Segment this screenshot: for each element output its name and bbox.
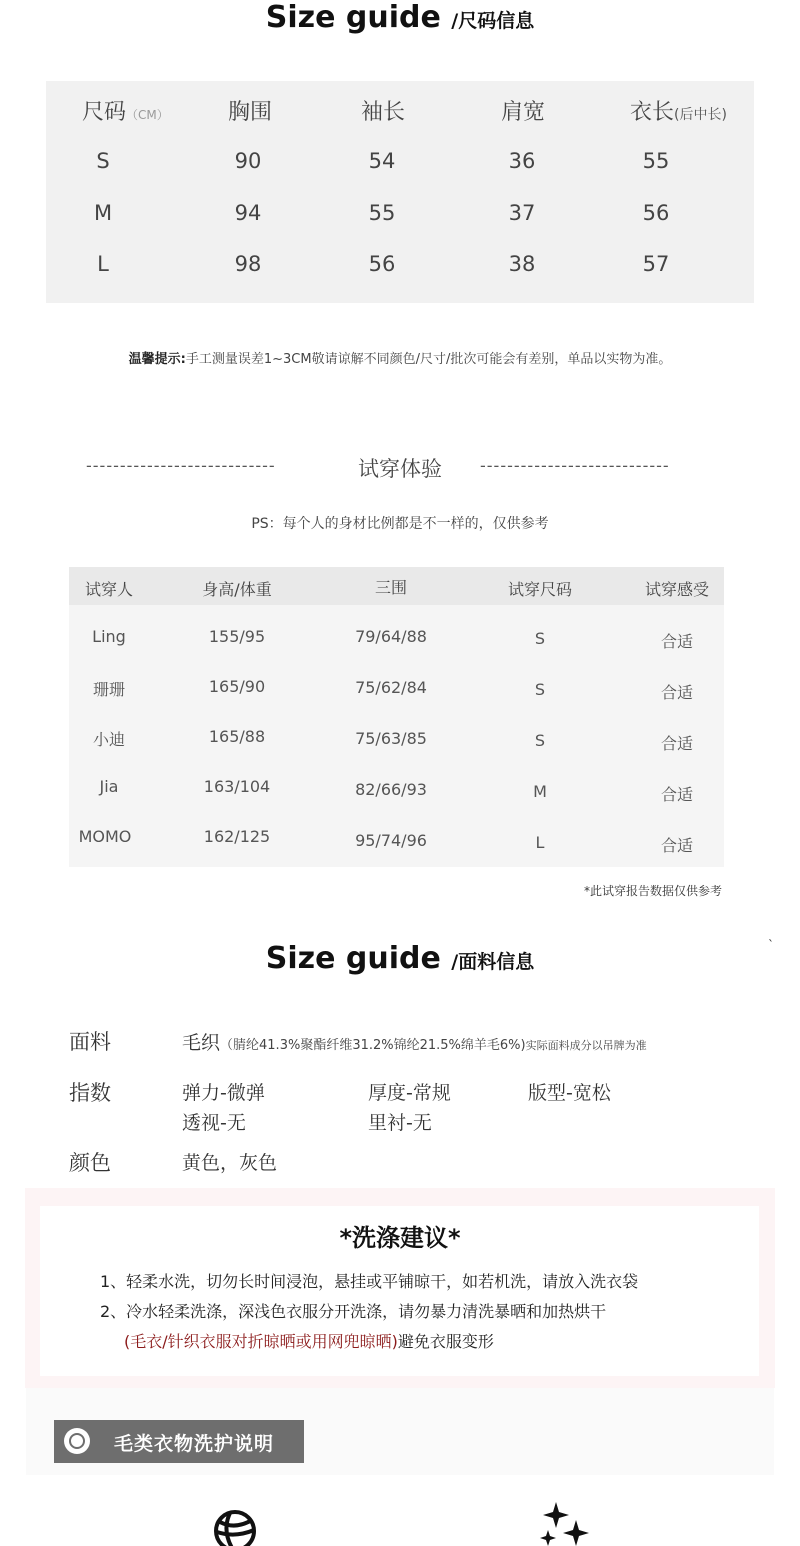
- wool-care-icons: [26, 1475, 774, 1546]
- try-cell: Ling: [92, 627, 126, 646]
- try-cell: 165/90: [208, 677, 266, 696]
- try-cell: 162/125: [203, 827, 271, 846]
- fabric-title-text: Size guide: [265, 941, 441, 976]
- size-guide-subtitle: /尺码信息: [451, 10, 535, 32]
- size-cell: 56: [368, 252, 396, 276]
- try-header: 三围: [374, 578, 407, 597]
- try-cell: MOMO: [78, 827, 132, 846]
- try-on-ps: PS：每个人的身材比例都是不一样的，仅供参考: [251, 516, 549, 532]
- size-cell: 55: [368, 201, 396, 225]
- index-lining: 里衬-无: [368, 1112, 432, 1134]
- try-cell: S: [534, 731, 546, 750]
- wool-care-banner: [54, 1420, 304, 1463]
- divider-right: ----------------------------: [480, 456, 670, 475]
- try-cell: 珊珊: [92, 680, 125, 699]
- tip-text: 手工测量误差1~3CM敬请谅解不同颜色/尺寸/批次可能会有差别，单品以实物为准。: [185, 352, 672, 367]
- fabric-subtitle: /面料信息: [451, 951, 535, 973]
- try-cell: S: [534, 629, 546, 648]
- wash-line-2: 2、冷水轻柔洗涤，深浅色衣服分开洗涤，请勿暴力清洗暴晒和加热烘干: [100, 1302, 607, 1321]
- wash-title: *洗涤建议*: [339, 1224, 461, 1252]
- try-cell: 合适: [660, 683, 693, 702]
- material-detail: （腈纶41.3%聚酯纤维31.2%锦纶21.5%绵羊毛6%): [220, 1038, 526, 1053]
- wash-line-1: 1、轻柔水洗，切勿长时间浸泡，悬挂或平铺晾干，如若机洗，请放入洗衣袋: [100, 1272, 639, 1291]
- sparkle-icon: [540, 1500, 594, 1546]
- material-value: 毛织: [182, 1032, 221, 1054]
- size-header-shoulder: 肩宽: [501, 100, 546, 125]
- material-row: [182, 1028, 647, 1055]
- try-cell: L: [535, 833, 545, 852]
- measurement-tip: [0, 348, 800, 367]
- try-cell: 合适: [660, 734, 693, 753]
- try-cell: 75/62/84: [355, 678, 427, 697]
- try-cell: 合适: [660, 632, 693, 651]
- wool-badge-icon: [64, 1428, 90, 1454]
- wash-line-3: [124, 1329, 494, 1352]
- divider-left: ----------------------------: [86, 456, 276, 475]
- size-header-label: 衣长: [630, 100, 675, 125]
- size-cell: L: [97, 252, 109, 276]
- try-cell: Jia: [99, 777, 119, 796]
- try-on-table: [69, 567, 724, 867]
- yarn-ball-icon: [212, 1508, 258, 1546]
- try-header: 试穿尺码: [507, 580, 572, 599]
- stray-mark: `: [768, 938, 774, 952]
- try-header: 身高/体重: [202, 580, 272, 599]
- fabric-title: [0, 941, 800, 976]
- try-cell: 82/66/93: [355, 780, 427, 799]
- try-cell: 165/88: [208, 727, 266, 746]
- index-label: 指数: [69, 1081, 111, 1105]
- size-cell: 56: [642, 201, 670, 225]
- size-cell: 37: [508, 201, 536, 225]
- size-guide-title-text: Size guide: [265, 0, 441, 35]
- wash-line-3-rest: 避免衣服变形: [397, 1332, 494, 1351]
- size-header-label: 尺码: [82, 100, 127, 125]
- size-header-size: [82, 95, 169, 126]
- try-on-footnote: *此试穿报告数据仅供参考: [583, 884, 722, 898]
- try-header: 试穿感受: [644, 580, 709, 599]
- try-cell: M: [533, 782, 547, 801]
- size-cell: 94: [234, 201, 262, 225]
- try-cell: 合适: [660, 785, 693, 804]
- try-cell: 合适: [660, 836, 693, 855]
- color-label: 颜色: [69, 1151, 111, 1175]
- material-label: 面料: [69, 1030, 111, 1054]
- color-value: 黄色，灰色: [182, 1152, 278, 1174]
- try-cell: 155/95: [208, 627, 266, 646]
- try-cell: 75/63/85: [355, 729, 427, 748]
- material-note: 实际面料成分以吊牌为准: [525, 1039, 647, 1052]
- try-cell: 79/64/88: [355, 627, 427, 646]
- index-thickness: 厚度-常规: [368, 1082, 451, 1104]
- index-fit: 版型-宽松: [528, 1082, 611, 1104]
- size-cell: 38: [508, 252, 536, 276]
- size-cell: 90: [234, 149, 262, 173]
- size-header-note: （CM）: [126, 108, 169, 122]
- try-cell: 95/74/96: [355, 831, 427, 850]
- size-cell: S: [96, 149, 110, 173]
- size-guide-title: [0, 0, 800, 35]
- tip-label: 温馨提示:: [128, 352, 186, 367]
- size-cell: M: [93, 201, 113, 225]
- size-cell: 55: [642, 149, 670, 173]
- index-stretch: 弹力-微弹: [182, 1082, 265, 1104]
- wool-care-title: 毛类衣物洗护说明: [114, 1433, 275, 1455]
- size-header-length: [630, 95, 727, 126]
- try-on-title: 试穿体验: [358, 457, 442, 481]
- try-cell: 163/104: [203, 777, 271, 796]
- index-transparency: 透视-无: [182, 1112, 246, 1134]
- size-table: [46, 81, 754, 303]
- size-cell: 57: [642, 252, 670, 276]
- size-cell: 98: [234, 252, 262, 276]
- size-header-note: (后中长): [674, 107, 727, 123]
- try-header: 试穿人: [84, 580, 133, 599]
- size-header-chest: 胸围: [228, 100, 273, 125]
- wash-line-3-highlight: (毛衣/针织衣服对折晾晒或用网兜晾晒): [124, 1332, 398, 1351]
- size-cell: 36: [508, 149, 536, 173]
- size-cell: 54: [368, 149, 396, 173]
- try-cell: S: [534, 680, 546, 699]
- try-cell: 小迪: [92, 730, 125, 749]
- size-header-sleeve: 袖长: [361, 100, 406, 125]
